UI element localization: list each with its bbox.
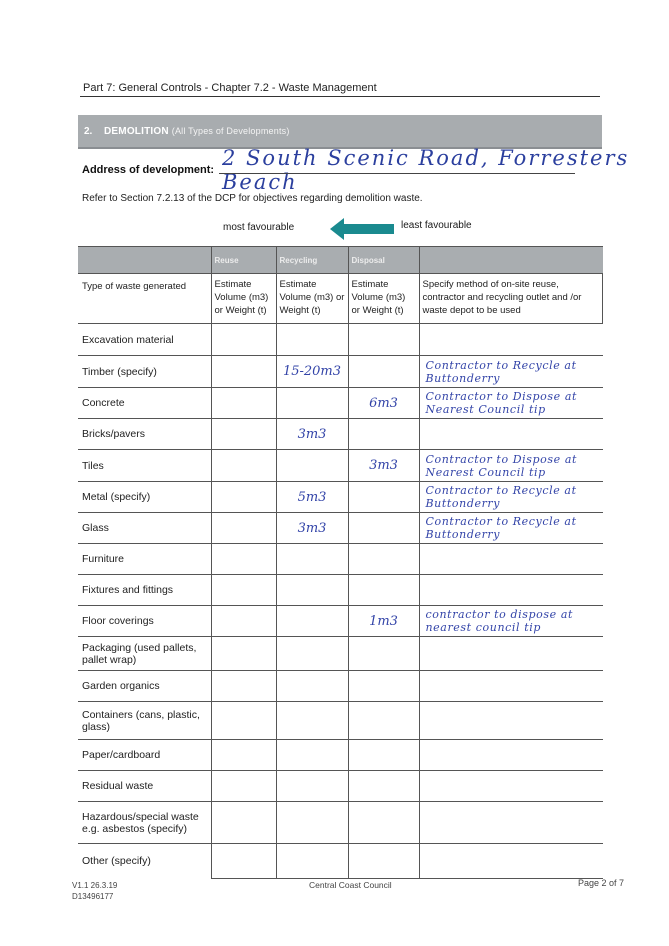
method-cell[interactable] bbox=[419, 419, 603, 450]
waste-type-label: Other (specify) bbox=[78, 844, 211, 879]
page-header-title: Part 7: General Controls - Chapter 7.2 - Waste Management bbox=[83, 82, 377, 94]
table-row bbox=[78, 802, 603, 844]
waste-type-label: Hazardous/special waste e.g. asbestos (specify) bbox=[78, 802, 211, 844]
waste-type-label: Bricks/pavers bbox=[78, 419, 211, 450]
footer-version-text: V1.1 26.3.19 bbox=[72, 881, 118, 890]
reuse-cell[interactable] bbox=[211, 637, 276, 671]
disposal-cell[interactable] bbox=[348, 419, 419, 450]
subheader-reuse: Estimate Volume (m3) or Weight (t) bbox=[211, 274, 276, 324]
address-underline bbox=[219, 173, 575, 174]
waste-type-label: Timber (specify) bbox=[78, 356, 211, 388]
method-cell[interactable] bbox=[419, 802, 603, 844]
recycling-cell[interactable]: 3m3 bbox=[276, 419, 348, 450]
method-cell[interactable]: Contractor to Dispose at Nearest Council tip bbox=[419, 388, 603, 419]
disposal-cell[interactable] bbox=[348, 324, 419, 356]
reuse-cell[interactable] bbox=[211, 702, 276, 740]
method-cell[interactable] bbox=[419, 844, 603, 879]
recycling-cell[interactable]: 5m3 bbox=[276, 482, 348, 513]
table-row bbox=[78, 388, 603, 419]
reuse-cell[interactable] bbox=[211, 671, 276, 702]
most-favourable-label: most favourable bbox=[223, 222, 295, 233]
method-cell[interactable]: contractor to dispose at nearest council tip bbox=[419, 606, 603, 637]
recycling-cell[interactable] bbox=[276, 671, 348, 702]
method-cell[interactable]: Contractor to Recycle at Buttonderry bbox=[419, 482, 603, 513]
section-title bbox=[104, 126, 290, 137]
method-cell[interactable] bbox=[419, 544, 603, 575]
waste-type-label: Fixtures and fittings bbox=[78, 575, 211, 606]
reuse-cell[interactable] bbox=[211, 419, 276, 450]
header-blank bbox=[78, 247, 211, 274]
waste-type-label: Containers (cans, plastic, glass) bbox=[78, 702, 211, 740]
recycling-cell[interactable] bbox=[276, 771, 348, 802]
disposal-cell[interactable] bbox=[348, 671, 419, 702]
table-row bbox=[78, 450, 603, 482]
disposal-cell[interactable]: 1m3 bbox=[348, 606, 419, 637]
footer-page-number: Page 2 of 7 bbox=[578, 878, 625, 888]
disposal-cell[interactable] bbox=[348, 544, 419, 575]
waste-type-label: Packaging (used pallets, pallet wrap) bbox=[78, 637, 211, 671]
waste-table bbox=[78, 246, 603, 879]
table-row bbox=[78, 702, 603, 740]
table-header-row bbox=[78, 247, 603, 274]
method-cell[interactable] bbox=[419, 740, 603, 771]
address-label: Address of development: bbox=[82, 164, 215, 176]
subheader-recycling: Estimate Volume (m3) or Weight (t) bbox=[276, 274, 348, 324]
address-field[interactable]: 2 South Scenic Road, Forresters Beach bbox=[222, 146, 630, 194]
disposal-cell[interactable] bbox=[348, 771, 419, 802]
section-title-main: DEMOLITION bbox=[104, 126, 169, 137]
recycling-cell[interactable]: 15-20m3 bbox=[276, 356, 348, 388]
recycling-cell[interactable] bbox=[276, 324, 348, 356]
recycling-cell[interactable] bbox=[276, 740, 348, 771]
table-subheader-row bbox=[78, 274, 603, 324]
disposal-cell[interactable] bbox=[348, 702, 419, 740]
left-arrow-icon bbox=[330, 218, 394, 240]
disposal-cell[interactable]: 6m3 bbox=[348, 388, 419, 419]
reuse-cell[interactable] bbox=[211, 740, 276, 771]
refer-instruction: Refer to Section 7.2.13 of the DCP for objectives regarding demolition waste. bbox=[82, 193, 423, 204]
table-row bbox=[78, 324, 603, 356]
waste-type-label: Tiles bbox=[78, 450, 211, 482]
waste-type-label: Glass bbox=[78, 513, 211, 544]
table-row bbox=[78, 671, 603, 702]
recycling-cell[interactable] bbox=[276, 388, 348, 419]
table-row bbox=[78, 575, 603, 606]
recycling-cell[interactable] bbox=[276, 844, 348, 879]
waste-type-label: Excavation material bbox=[78, 324, 211, 356]
footer-council: Central Coast Council bbox=[309, 880, 392, 890]
disposal-cell[interactable] bbox=[348, 356, 419, 388]
table-row bbox=[78, 482, 603, 513]
reuse-cell[interactable] bbox=[211, 450, 276, 482]
waste-type-label: Garden organics bbox=[78, 671, 211, 702]
reuse-cell[interactable] bbox=[211, 324, 276, 356]
disposal-cell[interactable] bbox=[348, 513, 419, 544]
recycling-cell[interactable] bbox=[276, 450, 348, 482]
recycling-cell[interactable] bbox=[276, 575, 348, 606]
method-cell[interactable] bbox=[419, 324, 603, 356]
reuse-cell[interactable] bbox=[211, 544, 276, 575]
footer-version bbox=[72, 880, 117, 902]
waste-type-label: Paper/cardboard bbox=[78, 740, 211, 771]
reuse-cell[interactable] bbox=[211, 802, 276, 844]
disposal-cell[interactable] bbox=[348, 482, 419, 513]
waste-type-label: Furniture bbox=[78, 544, 211, 575]
recycling-cell[interactable] bbox=[276, 544, 348, 575]
header-recycling: Recycling bbox=[276, 247, 348, 274]
header-method-blank bbox=[419, 247, 603, 274]
table-row bbox=[78, 740, 603, 771]
disposal-cell[interactable] bbox=[348, 802, 419, 844]
method-cell[interactable] bbox=[419, 575, 603, 606]
header-reuse: Reuse bbox=[211, 247, 276, 274]
reuse-cell[interactable] bbox=[211, 771, 276, 802]
disposal-cell[interactable]: 3m3 bbox=[348, 450, 419, 482]
waste-type-label: Metal (specify) bbox=[78, 482, 211, 513]
disposal-cell[interactable] bbox=[348, 740, 419, 771]
reuse-cell[interactable] bbox=[211, 356, 276, 388]
method-cell[interactable] bbox=[419, 637, 603, 671]
disposal-cell[interactable] bbox=[348, 575, 419, 606]
recycling-cell[interactable]: 3m3 bbox=[276, 513, 348, 544]
recycling-cell[interactable] bbox=[276, 802, 348, 844]
waste-type-label: Residual waste bbox=[78, 771, 211, 802]
section-subtitle: (All Types of Developments) bbox=[171, 126, 290, 136]
method-cell[interactable] bbox=[419, 771, 603, 802]
section-banner bbox=[78, 115, 602, 149]
reuse-cell[interactable] bbox=[211, 482, 276, 513]
least-favourable-label: least favourable bbox=[401, 220, 472, 231]
recycling-cell[interactable] bbox=[276, 606, 348, 637]
method-cell[interactable]: Contractor to Recycle at Buttonderry bbox=[419, 356, 603, 388]
recycling-cell[interactable] bbox=[276, 702, 348, 740]
table-row bbox=[78, 771, 603, 802]
disposal-cell[interactable] bbox=[348, 637, 419, 671]
recycling-cell[interactable] bbox=[276, 637, 348, 671]
subheader-type: Type of waste generated bbox=[78, 274, 211, 324]
subheader-method: Specify method of on-site reuse, contractor and recycling outlet and /or waste depot to be used bbox=[419, 274, 603, 324]
section-number: 2. bbox=[84, 126, 93, 137]
footer-doc-id: D13496177 bbox=[72, 892, 114, 901]
reuse-cell[interactable] bbox=[211, 575, 276, 606]
reuse-cell[interactable] bbox=[211, 844, 276, 879]
method-cell[interactable]: Contractor to Recycle at Buttonderry bbox=[419, 513, 603, 544]
header-divider bbox=[80, 96, 600, 97]
method-cell[interactable] bbox=[419, 702, 603, 740]
table-row bbox=[78, 606, 603, 637]
header-disposal: Disposal bbox=[348, 247, 419, 274]
reuse-cell[interactable] bbox=[211, 388, 276, 419]
method-cell[interactable] bbox=[419, 671, 603, 702]
subheader-disposal: Estimate Volume (m3) or Weight (t) bbox=[348, 274, 419, 324]
table-row bbox=[78, 356, 603, 388]
table-row bbox=[78, 544, 603, 575]
table-row bbox=[78, 419, 603, 450]
waste-type-label: Concrete bbox=[78, 388, 211, 419]
table-row bbox=[78, 844, 603, 879]
disposal-cell[interactable] bbox=[348, 844, 419, 879]
table-row bbox=[78, 637, 603, 671]
reuse-cell[interactable] bbox=[211, 606, 276, 637]
waste-type-label: Floor coverings bbox=[78, 606, 211, 637]
table-row bbox=[78, 513, 603, 544]
method-cell[interactable]: Contractor to Dispose at Nearest Council tip bbox=[419, 450, 603, 482]
reuse-cell[interactable] bbox=[211, 513, 276, 544]
